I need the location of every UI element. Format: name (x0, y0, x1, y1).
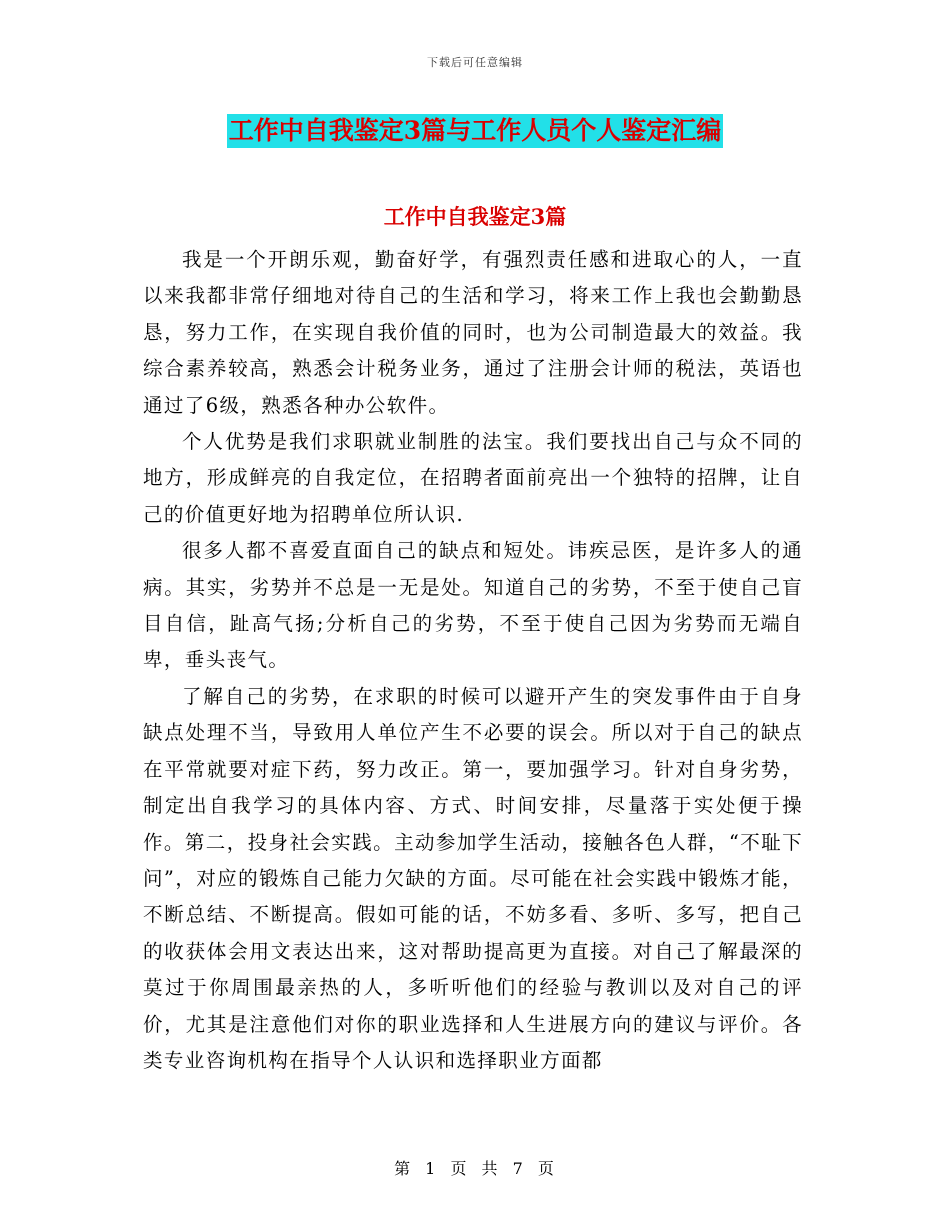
document-title-container (0, 114, 950, 148)
section-title: 工作中自我鉴定3篇 (383, 204, 567, 229)
paragraph: 个人优势是我们求职就业制胜的法宝。我们要找出自己与众不同的地方，形成鲜亮的自我定位，在招聘者面前亮出一个独特的招牌，让自己的价值更好地为招聘单位所认识. (143, 430, 803, 526)
document-body (143, 242, 803, 1079)
paragraph: 了解自己的劣势，在求职的时候可以避开产生的突发事件由于自身缺点处理不当，导致用人单位产生不必要的误会。所以对于自己的缺点在平常就要对症下药，努力改正。第一，要加强学习。针对自身劣势，制定出自我学习的具体内容、方式、时间安排，尽量落于实处便于操作。第二，投身社会实践。主动参加学生活动，接触各色人群，“不耻下问”，对应的锻炼自己能力欠缺的方面。尽可能在社会实践中锻炼才能，不断总结、不断提高。假如可能的话，不妨多看、多听、多写，把自己的收获体会用文表达出来，这对帮助提高更为直接。对自己了解最深的莫过于你周围最亲热的人，多听听他们的经验与教训以及对自己的评价，尤其是注意他们对你的职业选择和人生进展方向的建议与评价。各类专业咨询机构在指导个人认识和选择职业方面都 (143, 684, 803, 1072)
page-footer: 第 1 页 共 7 页 (394, 1159, 556, 1178)
header-note: 下载后可任意编辑 (427, 56, 523, 69)
paragraph: 我是一个开朗乐观，勤奋好学，有强烈责任感和进取心的人，一直以来我都非常仔细地对待自己的生活和学习，将来工作上我也会勤勤恳恳，努力工作，在实现自我价值的同时，也为公司制造最大的效益。我综合素养较高，熟悉会计税务业务，通过了注册会计师的税法，英语也通过了6级，熟悉各种办公软件。 (143, 248, 803, 417)
paragraph: 很多人都不喜爱直面自己的缺点和短处。讳疾忌医，是许多人的通病。其实，劣势并不总是一无是处。知道自己的劣势，不至于使自己盲目自信，趾高气扬;分析自己的劣势，不至于使自己因为劣势而无端自卑，垂头丧气。 (143, 539, 803, 672)
document-title: 工作中自我鉴定3篇与工作人员个人鉴定汇编 (227, 114, 723, 148)
